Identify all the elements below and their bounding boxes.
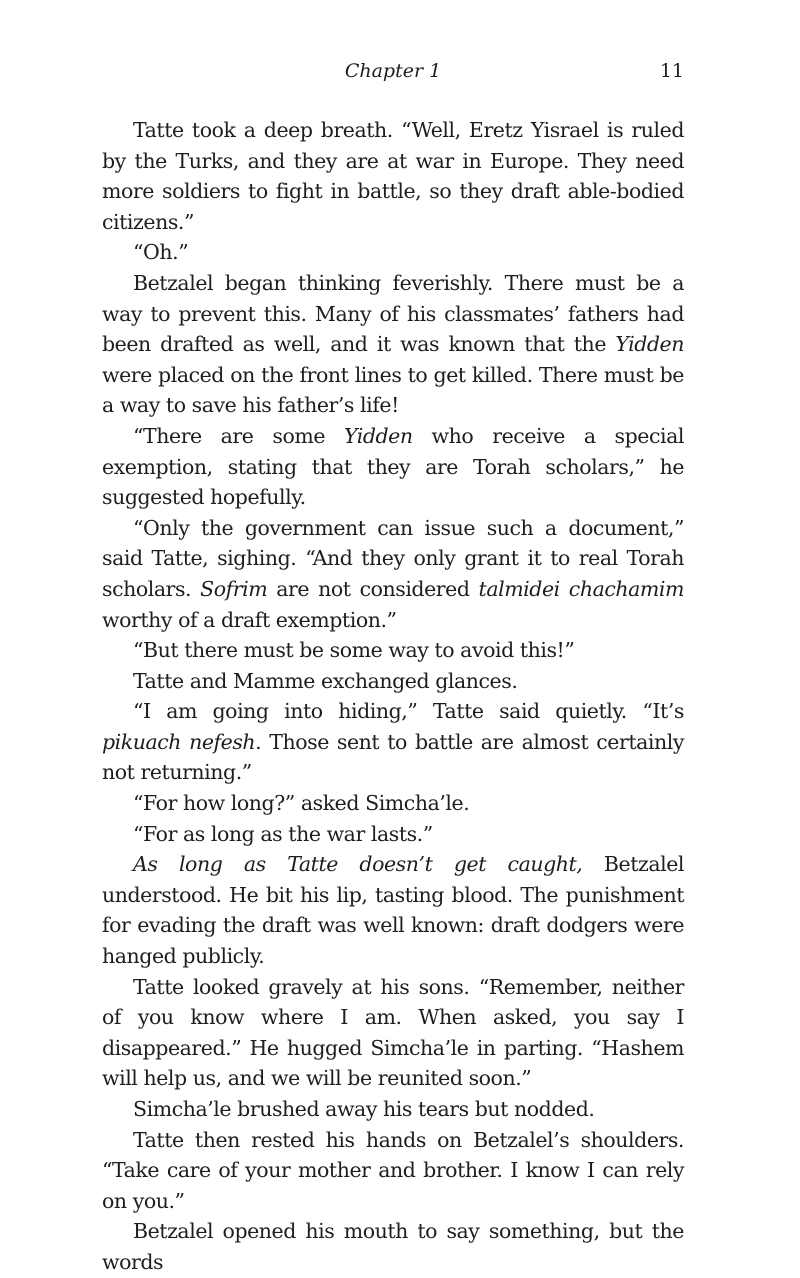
paragraph xyxy=(102,1216,684,1277)
text-run: are not considered xyxy=(267,576,479,601)
text-run: were placed on the front lines to get killed. There must be a way to save his father’s life! xyxy=(102,362,684,418)
chapter-title: Chapter 1 xyxy=(344,60,442,82)
running-header xyxy=(102,60,684,90)
text-run: “Only the government can issue such a document,” said Tatte, sighing. “And they only grant it to real Torah scholars. xyxy=(102,515,684,601)
text-run: “There are some xyxy=(133,423,344,448)
italic-text: Sofrim xyxy=(200,576,268,601)
paragraph xyxy=(102,1125,684,1217)
text-run: “For how long?” asked Simcha’le. xyxy=(133,791,470,816)
text-run: “For as long as the war lasts.” xyxy=(133,821,433,846)
italic-text: talmidei chachamim xyxy=(478,576,684,601)
italic-text: pikuach nefesh xyxy=(102,729,256,754)
page-number: 11 xyxy=(659,60,684,82)
text-run: Tatte looked gravely at his sons. “Remember, neither of you know where I am. When asked, you say I disappeared.” He hugged Simcha’le in parting. “Hashem will help us, and we will be reunited soon.” xyxy=(102,974,684,1091)
text-run: Betzalel began thinking feverishly. There must be a way to prevent this. Many of his classmates’ fathers had been drafted as well, and it was known that the xyxy=(102,270,684,357)
text-run: Simcha’le brushed away his tears but nodded. xyxy=(133,1097,595,1121)
paragraph xyxy=(102,268,684,421)
paragraph xyxy=(102,513,684,635)
paragraph xyxy=(102,819,684,850)
paragraph xyxy=(102,788,684,819)
text-run: Tatte then rested his hands on Betzalel’s shoulders. “Take care of your mother and brother. I know I can rely on you.” xyxy=(102,1127,684,1213)
paragraph xyxy=(102,972,684,1094)
text-run: Tatte took a deep breath. “Well, Eretz Yisrael is ruled by the Turks, and they are at war in Europe. They need more soldiers to fight in battle, so they draft able-bodied citizens.” xyxy=(102,118,684,234)
text-run: worthy of a draft exemption.” xyxy=(102,607,397,632)
paragraph xyxy=(102,421,684,513)
italic-text: As long as Tatte doesn’t get caught, xyxy=(133,852,583,877)
paragraph xyxy=(102,1094,684,1125)
italic-text: Yidden xyxy=(343,423,413,448)
paragraph xyxy=(102,237,684,268)
paragraph xyxy=(102,666,684,697)
paragraph xyxy=(102,849,684,971)
text-run: Betzalel understood. He bit his lip, tasting blood. The punishment for evading the draft was well known: draft dodgers were hanged publicly. xyxy=(102,852,684,969)
paragraph xyxy=(102,635,684,666)
text-run: “But there must be some way to avoid this!” xyxy=(133,638,575,663)
text-run: “Oh.” xyxy=(133,240,189,265)
paragraph xyxy=(102,696,684,788)
text-run: “I am going into hiding,” Tatte said quietly. “It’s xyxy=(133,699,684,724)
paragraph xyxy=(102,115,684,237)
text-run: Betzalel opened his mouth to say something, but the words xyxy=(102,1219,684,1274)
text-run: Tatte and Mamme exchanged glances. xyxy=(133,668,518,693)
body-text xyxy=(102,115,684,1278)
text-run: . Those sent to battle are almost certainly not returning.” xyxy=(102,729,684,785)
text-run: who receive a special exemption, stating that they are Torah scholars,” he suggested hopefully. xyxy=(102,423,684,510)
italic-text: Yidden xyxy=(615,332,684,357)
